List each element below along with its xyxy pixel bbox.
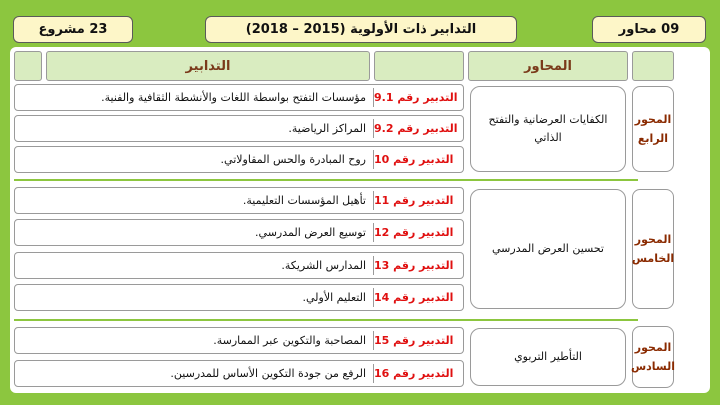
measures-column-header: التدابير [46,51,370,81]
measure-description: المراكز الرياضية. [288,122,366,135]
measure-description: التعليم الأولي. [302,291,366,304]
measure-number: التدبير رقم 12 [374,226,454,239]
measure-number: التدبير رقم 11 [374,194,454,207]
measure-description: مؤسسات التفتح بواسطة اللغات والأنشطة الثقافية والفنية. [101,91,366,104]
measure-description: المدارس الشريكة. [281,259,366,272]
field-cell: تحسين العرض المدرسي [470,189,626,309]
header-cell-axis [632,51,674,81]
measure-row [14,219,464,246]
axes-column-header: المحاور [468,51,628,81]
measure-number: التدبير رقم 15 [374,334,454,347]
group-divider [14,319,638,321]
projects-count-badge: 23 مشروع [13,16,133,43]
group-divider [14,179,638,181]
measure-description: توسيع العرض المدرسي. [255,226,366,239]
page-title: التدابير ذات الأولوية (2015 – 2018) [205,16,517,43]
axes-count-badge: 09 محاور [592,16,706,43]
measure-row [14,146,464,173]
measure-description: الرفع من جودة التكوين الأساس للمدرسين. [170,367,366,380]
field-cell: الكفايات العرضانية والتفتح الذاتي [470,86,626,172]
axis-label-cell: المحور السادس [632,326,674,388]
measure-description: المصاحبة والتكوين عبر الممارسة. [213,334,366,347]
measure-number: التدبير رقم 16 [374,367,454,380]
measure-number: التدبير رقم 9.2 [374,122,458,135]
measure-number: التدبير رقم 10 [374,153,454,166]
measure-number: التدبير رقم 13 [374,259,454,272]
axis-label-cell: المحور الخامس [632,189,674,309]
measure-row [14,360,464,387]
measure-row [14,284,464,311]
header-cell-corner [14,51,42,81]
measure-number: التدبير رقم 14 [374,291,454,304]
measure-description: تأهيل المؤسسات التعليمية. [242,194,366,207]
measure-row [14,187,464,214]
measure-number: التدبير رقم 9.1 [374,91,458,104]
measure-row [14,252,464,279]
measure-row [14,327,464,354]
measure-row [14,115,464,142]
measure-row [14,84,464,111]
field-cell: التأطير التربوي [470,328,626,386]
measure-description: روح المبادرة والحس المقاولاتي. [220,153,366,166]
axis-label-cell: المحور الرابع [632,86,674,172]
header-cell-number [374,51,464,81]
